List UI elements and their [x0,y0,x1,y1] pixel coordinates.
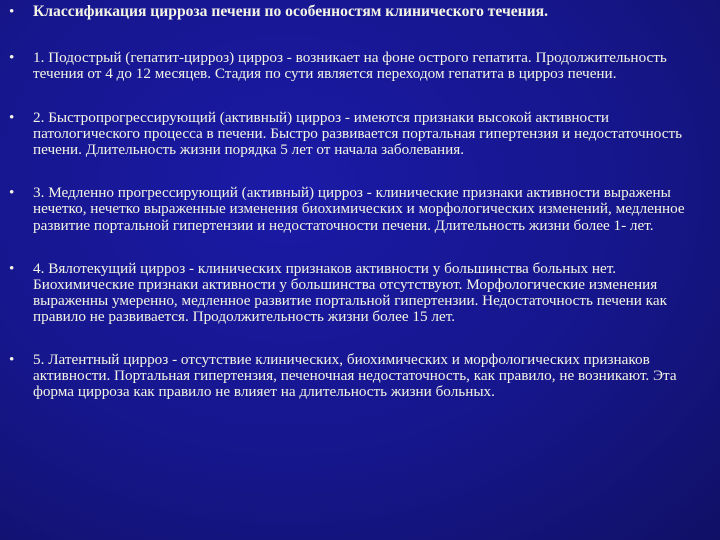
list-item-subacute-cirrhosis [6,50,710,82]
bullet-icon: • [9,49,15,67]
list-item-latent-cirrhosis [6,352,710,401]
bullet-icon: • [9,3,15,20]
bullet-icon: • [9,259,15,277]
list-item-slowly-progressive-cirrhosis [6,185,710,234]
bullet-list [6,4,710,400]
list-item-rapidly-progressive-cirrhosis [6,110,710,159]
bullet-icon: • [9,350,15,368]
list-item-text: 1. Подострый (гепатит-цирроз) цирроз - возникает на фоне острого гепатита. Продолжительность течения от 4 до 12 месяцев. Стадия по сути является переходом гепатита в цирроз печени. [33,49,667,83]
list-item-sluggish-cirrhosis [6,261,710,326]
list-item-text: 5. Латентный цирроз - отсутствие клинических, биохимических и морфологических признаков активности. Портальная гипертензия, печеночная недостаточность, как правило, не возникают. Эта форма цирроза как правило не влияет на длительность жизни больных. [33,350,677,401]
bullet-icon: • [9,108,15,126]
slide-heading [6,4,710,20]
bullet-icon: • [9,184,15,202]
list-item-text: 4. Вялотекущий цирроз - клинических признаков активности у большинства больных нет. Биохимические признаки активности у большинства отсутствуют. Морфологические изменения выраженны умеренно, медленное развитие портальной гипертензии. Недостаточность печени как правило не развивается. Продолжительность жизни более 15 лет. [33,259,667,326]
heading-text: Классификация цирроза печени по особенностям клинического течения. [33,3,548,20]
list-item-text: 2. Быстропрогрессирующий (активный) цирроз - имеются признаки высокой активности патологического процесса в печени. Быстро развивается портальная гипертензия и недостаточность печени. Длительность жизни порядка 5 лет от начала заболевания. [33,108,683,159]
list-item-text: 3. Медленно прогрессирующий (активный) цирроз - клинические признаки активности выражены нечетко, нечетко выраженные изменения биохимических и морфологических изменений, медленное развитие портальной гипертензии и недостаточности печени. Длительность жизни более 1- лет. [33,184,685,234]
